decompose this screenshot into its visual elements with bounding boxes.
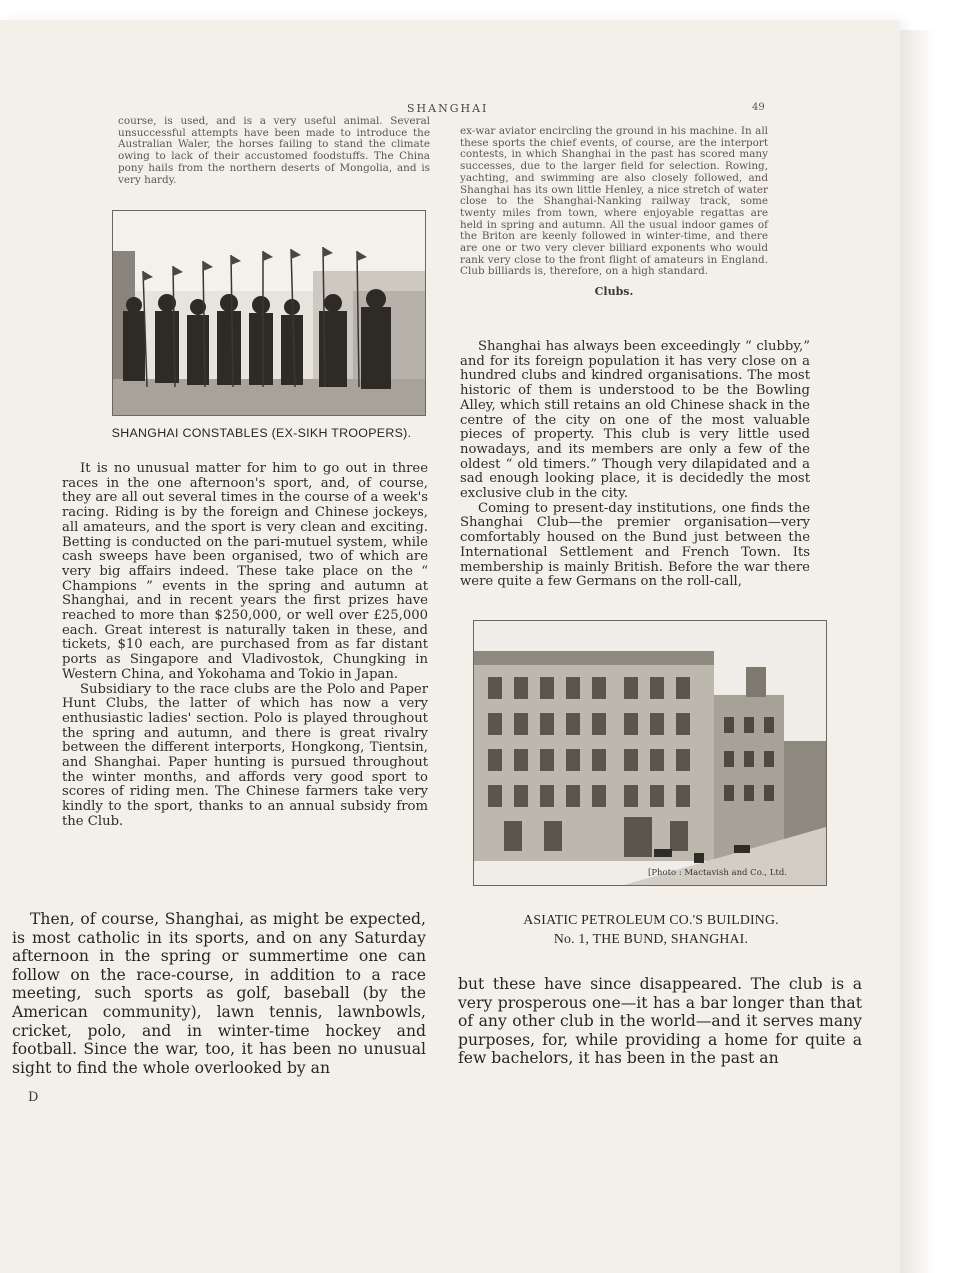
petroleum-caption-line1: ASIATIC PETROLEUM CO.'S BUILDING. (523, 912, 779, 927)
petroleum-caption-line2: No. 1, THE BUND, SHANGHAI. (553, 931, 749, 946)
right-bottom-text (458, 975, 862, 1068)
page-number: 49 (752, 102, 765, 113)
constables-photo (112, 210, 426, 416)
constables-caption: SHANGHAI CONSTABLES (EX-SIKH TROOPERS). (111, 426, 412, 440)
left-bottom-text (12, 910, 426, 1077)
left-top-paragraph: course, is used, and is a very useful animal. Several unsuccessful attempts have been made to introduce the Australian Waler, the horses failing to stand the climate owing to lack of their accustomed foodstuffs. The China pony hails from the northern deserts of Mongolia, and is very hardy. (118, 115, 430, 186)
petroleum-building-photo (473, 620, 827, 886)
right-top-text (460, 126, 768, 304)
right-clubs-text (460, 340, 810, 590)
constables-photo-image (113, 211, 425, 415)
shanghai-club-paragraph: Coming to present-day institutions, one finds the Shanghai Club—the premier organisation—very comfortably housed on the Bund just between the International Settlement and French Town. Its membership is mainly British. Before the war there were quite a few Germans on the roll-call, (460, 500, 810, 590)
petroleum-building-image (474, 621, 826, 885)
running-title: SHANGHAI (407, 102, 489, 115)
page-edge (900, 30, 959, 1273)
clubs-paragraph: Shanghai has always been exceedingly “ clubby,” and for its foreign population it has very close on a hundred clubs and kindred organisations. The most historic of them is understood to be the Bowling Alley, which still retains an old Chinese shack in the centre of the city on one of the most valuable pieces of property. This club is very little used nowadays, and its members are only a few of the oldest “ old timers.” Though very dilapidated and a sad enough looking place, it is decidedly the most exclusive club in the city. (460, 339, 810, 502)
aviator-paragraph: ex-war aviator encircling the ground in his machine. In all these sports the chief events, of course, are the interport contests, in which Shanghai in the past has scored many successes, due to the larger field for selection. Rowing, yachting, and swimming are also closely followed, and Shanghai has its own little Henley, a nice stretch of water close to the Shanghai-Nanking railway track, some twenty miles from town, where enjoyable regattas are held in spring and autumn. All the usual indoor games of the Briton are keenly followed in winter-time, and there are one or two very clever billiard exponents who would rank very close to the front flight of amateurs in England. Club billiards is, therefore, on a high standard. (460, 125, 768, 278)
left-middle-text (62, 462, 428, 830)
racing-paragraph: It is no unusual matter for him to go out in three races in the one afternoon's sport, and, of course, they are all out several times in the course of a week's racing. Riding is by the foreign and Chinese jockeys, all amateurs, and the sport is very clean and exciting. Betting is conducted on the pari-mutuel system, while cash sweeps have been organised, two of which are very big affairs indeed. These take place on the “ Champions ” events in the spring and autumn at Shanghai, and in recent years the first prizes have reached to more than $250,000, or well over £25,000 each. Great interest is naturally taken in these, and tickets, $10 each, are purchased from as far distant ports as Singapore and Vladivostok, Chungking in Western China, and Yokohama and Tokio in Japan. (62, 461, 428, 682)
left-top-text (118, 116, 430, 186)
clubs-heading: Clubs. (594, 285, 634, 299)
club-continuation-paragraph: but these have since disappeared. The club is a very prosperous one—it has a bar longer than that of any other club in the world—and it serves many purposes, for, while providing a home for quite a few bachelors, it has been in the past an (458, 975, 862, 1068)
signature-mark: D (28, 1090, 39, 1105)
sports-paragraph: Then, of course, Shanghai, as might be expected, is most catholic in its sports, and on any Saturday afternoon in the spring or summertime one can follow on the race-course, in addition to a race meeting, such sports as golf, baseball (by the American community), lawn tennis, lawnbowls, cricket, polo, and in winter-time hockey and football. Since the war, too, it has been no unusual sight to find the whole overlooked by an (12, 910, 426, 1077)
photo-credit: [Photo : Mactavish and Co., Ltd. (648, 868, 787, 878)
polo-paragraph: Subsidiary to the race clubs are the Polo and Paper Hunt Clubs, the latter of which has now a very enthusiastic ladies' section. Polo is played throughout the spring and autumn, and there is great rivalry between the different interports, Hongkong, Tientsin, and Shanghai. Paper hunting is pursued throughout the winter months, and affords very good sport to scores of riding men. The Chinese farmers take very kindly to the sport, thanks to an annual subsidy from the Club. (62, 681, 428, 829)
